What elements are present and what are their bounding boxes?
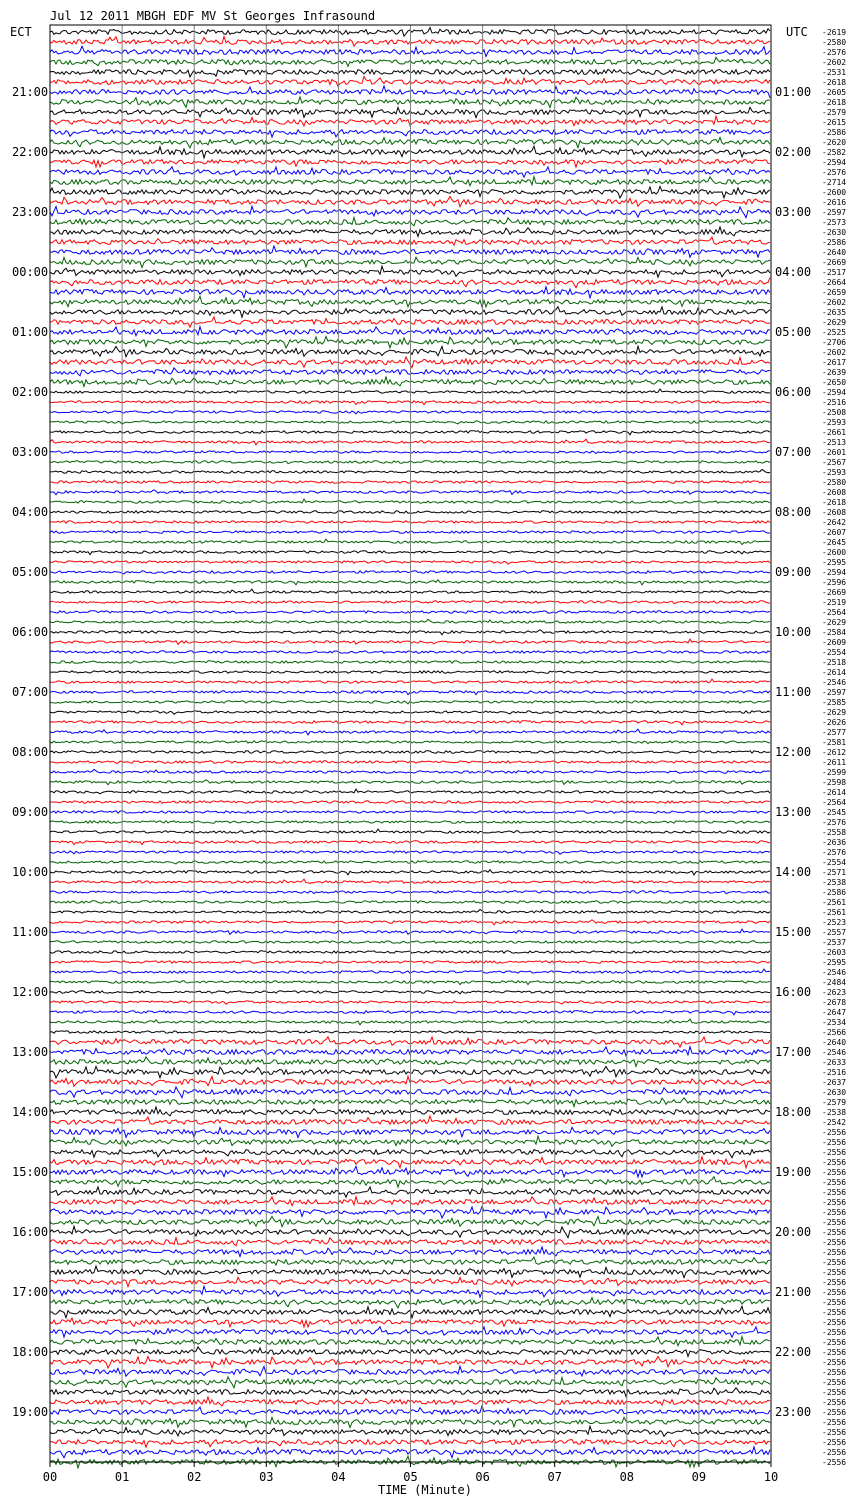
line-offset-label: -2556 [822, 1128, 847, 1137]
line-offset-label: -2614 [822, 668, 847, 677]
line-offset-label: -2593 [822, 468, 847, 477]
line-offset-label: -2586 [822, 888, 847, 897]
line-offset-label: -2576 [822, 848, 847, 857]
line-offset-label: -2556 [822, 1408, 847, 1417]
right-hour-label: 04:00 [775, 265, 812, 279]
line-offset-label: -2573 [822, 218, 847, 227]
line-offset-label: -2618 [822, 498, 847, 507]
line-offset-label: -2556 [822, 1398, 847, 1407]
line-offset-label: -2556 [822, 1428, 847, 1437]
left-hour-label: 09:00 [12, 805, 49, 819]
right-hour-label: 19:00 [775, 1165, 812, 1179]
line-offset-label: -2642 [822, 518, 847, 527]
right-hour-label: 15:00 [775, 925, 812, 939]
line-offset-label: -2576 [822, 48, 847, 57]
x-tick-label: 05 [403, 1470, 418, 1484]
line-offset-label: -2567 [822, 458, 847, 467]
x-tick-label: 00 [42, 1470, 58, 1484]
plot-title: Jul 12 2011 MBGH EDF MV St Georges Infrasound [50, 9, 376, 23]
left-hour-label: 08:00 [12, 745, 49, 759]
left-hour-label: 12:00 [12, 985, 49, 999]
line-offset-label: -2576 [822, 168, 847, 177]
right-hour-label: 08:00 [775, 505, 812, 519]
line-offset-label: -2561 [822, 908, 847, 917]
line-offset-label: -2577 [822, 728, 847, 737]
line-offset-label: -2586 [822, 238, 847, 247]
line-offset-label: -2630 [822, 1088, 847, 1097]
line-offset-label: -2516 [822, 1068, 847, 1077]
line-offset-label: -2706 [822, 338, 847, 347]
x-tick-label: 09 [691, 1470, 707, 1484]
left-hour-label: 11:00 [12, 925, 49, 939]
left-hour-label: 10:00 [12, 865, 49, 879]
line-offset-label: -2519 [822, 598, 847, 607]
right-hour-label: 16:00 [775, 985, 812, 999]
right-hour-labels [775, 85, 811, 1419]
x-tick-label: 06 [475, 1470, 490, 1484]
line-offset-label: -2556 [822, 1158, 847, 1167]
line-offset-label: -2556 [822, 1348, 847, 1357]
line-offset-label: -2637 [822, 1078, 847, 1087]
left-hour-labels [12, 85, 48, 1419]
line-offset-label: -2616 [822, 198, 847, 207]
x-tick-label: 04 [331, 1470, 346, 1484]
line-offset-label: -2659 [822, 288, 847, 297]
line-offset-label: -2557 [822, 928, 847, 937]
line-offset-label: -2538 [822, 878, 847, 887]
line-offset-label: -2629 [822, 318, 847, 327]
x-tick-label: 07 [547, 1470, 562, 1484]
line-offset-label: -2640 [822, 1038, 847, 1047]
line-offset-label: -2531 [822, 68, 847, 77]
right-hour-label: 05:00 [775, 325, 812, 339]
line-offset-label: -2582 [822, 148, 847, 157]
line-offset-label: -2617 [822, 358, 847, 367]
line-offset-label: -2669 [822, 588, 847, 597]
line-offset-label: -2608 [822, 508, 847, 517]
line-offset-label: -2593 [822, 418, 847, 427]
left-hour-label: 15:00 [12, 1165, 49, 1179]
left-hour-label: 00:00 [12, 265, 49, 279]
line-offset-label: -2571 [822, 868, 847, 877]
line-offset-label: -2678 [822, 998, 847, 1007]
line-offset-label: -2484 [822, 978, 847, 987]
line-offset-label: -2556 [822, 1248, 847, 1257]
right-hour-label: 02:00 [775, 145, 812, 159]
line-offset-label: -2669 [822, 258, 847, 267]
line-offset-label: -2554 [822, 648, 847, 657]
line-offset-label: -2523 [822, 918, 847, 927]
line-offset-label: -2600 [822, 548, 847, 557]
line-offset-label: -2598 [822, 778, 847, 787]
line-offset-label: -2556 [822, 1258, 847, 1267]
line-offset-label: -2601 [822, 448, 847, 457]
line-offset-label: -2556 [822, 1268, 847, 1277]
right-hour-label: 12:00 [775, 745, 812, 759]
line-offset-label: -2664 [822, 278, 847, 287]
right-hour-label: 09:00 [775, 565, 812, 579]
line-offset-label: -2635 [822, 308, 847, 317]
line-offset-label: -2594 [822, 388, 847, 397]
line-offset-label: -2556 [822, 1328, 847, 1337]
line-offset-label: -2586 [822, 128, 847, 137]
line-offset-label: -2595 [822, 558, 847, 567]
line-offset-label: -2602 [822, 348, 847, 357]
right-hour-label: 03:00 [775, 205, 812, 219]
line-offset-label: -2597 [822, 688, 847, 697]
right-hour-label: 11:00 [775, 685, 812, 699]
line-offset-label: -2605 [822, 88, 847, 97]
line-offset-label: -2517 [822, 268, 847, 277]
line-offset-label: -2542 [822, 1118, 847, 1127]
line-offset-label: -2629 [822, 708, 847, 717]
line-offset-label: -2556 [822, 1188, 847, 1197]
line-offset-label: -2594 [822, 568, 847, 577]
left-hour-label: 17:00 [12, 1285, 49, 1299]
line-offset-label: -2508 [822, 408, 847, 417]
left-hour-label: 02:00 [12, 385, 49, 399]
line-offset-label: -2580 [822, 38, 847, 47]
left-hour-label: 21:00 [12, 85, 49, 99]
line-offset-label: -2650 [822, 378, 847, 387]
line-offset-label: -2513 [822, 438, 847, 447]
line-offset-label: -2556 [822, 1198, 847, 1207]
line-offset-label: -2556 [822, 1138, 847, 1147]
line-offset-label: -2623 [822, 988, 847, 997]
line-offset-label: -2561 [822, 898, 847, 907]
line-offset-label: -2612 [822, 748, 847, 757]
line-offset-label: -2580 [822, 478, 847, 487]
line-offset-label: -2534 [822, 1018, 847, 1027]
left-hour-label: 23:00 [12, 205, 49, 219]
line-offset-label: -2602 [822, 58, 847, 67]
left-hour-label: 22:00 [12, 145, 49, 159]
line-offset-label: -2556 [822, 1308, 847, 1317]
line-offset-label: -2585 [822, 698, 847, 707]
line-offset-label: -2518 [822, 658, 847, 667]
left-hour-label: 01:00 [12, 325, 49, 339]
right-hour-label: 07:00 [775, 445, 812, 459]
line-offset-labels [822, 28, 846, 1467]
line-offset-label: -2619 [822, 28, 847, 37]
line-offset-label: -2599 [822, 768, 847, 777]
line-offset-label: -2516 [822, 398, 847, 407]
line-offset-label: -2611 [822, 758, 847, 767]
line-offset-label: -2556 [822, 1238, 847, 1247]
right-hour-label: 17:00 [775, 1045, 812, 1059]
line-offset-label: -2608 [822, 488, 847, 497]
x-tick-label: 10 [763, 1470, 779, 1484]
x-tick-label: 08 [619, 1470, 635, 1484]
line-offset-label: -2556 [822, 1358, 847, 1367]
line-offset-label: -2714 [822, 178, 847, 187]
line-offset-label: -2597 [822, 208, 847, 217]
line-offset-label: -2600 [822, 188, 847, 197]
x-axis-ticks [43, 1462, 778, 1484]
line-offset-label: -2609 [822, 638, 847, 647]
left-hour-label: 18:00 [12, 1345, 49, 1359]
right-hour-label: 22:00 [775, 1345, 812, 1359]
line-offset-label: -2546 [822, 1048, 847, 1057]
line-offset-label: -2661 [822, 428, 847, 437]
line-offset-label: -2607 [822, 528, 847, 537]
left-hour-label: 07:00 [12, 685, 49, 699]
line-offset-label: -2596 [822, 578, 847, 587]
line-offset-label: -2525 [822, 328, 847, 337]
right-hour-label: 20:00 [775, 1225, 812, 1239]
line-offset-label: -2645 [822, 538, 847, 547]
line-offset-label: -2564 [822, 798, 847, 807]
line-offset-label: -2595 [822, 958, 847, 967]
line-offset-label: -2556 [822, 1448, 847, 1457]
line-offset-label: -2546 [822, 968, 847, 977]
line-offset-label: -2556 [822, 1228, 847, 1237]
line-offset-label: -2556 [822, 1168, 847, 1177]
line-offset-label: -2556 [822, 1178, 847, 1187]
left-hour-label: 04:00 [12, 505, 49, 519]
left-hour-label: 06:00 [12, 625, 49, 639]
left-hour-label: 13:00 [12, 1045, 49, 1059]
line-offset-label: -2630 [822, 228, 847, 237]
line-offset-label: -2584 [822, 628, 847, 637]
line-offset-label: -2556 [822, 1148, 847, 1157]
line-offset-label: -2538 [822, 1108, 847, 1117]
left-hour-label: 16:00 [12, 1225, 49, 1239]
line-offset-label: -2556 [822, 1458, 847, 1467]
line-offset-label: -2556 [822, 1418, 847, 1427]
line-offset-label: -2576 [822, 818, 847, 827]
right-hour-label: 21:00 [775, 1285, 812, 1299]
left-hour-label: 19:00 [12, 1405, 49, 1419]
line-offset-label: -2554 [822, 858, 847, 867]
x-tick-label: 01 [114, 1470, 130, 1484]
left-timezone-label: ECT [10, 25, 32, 39]
line-offset-label: -2546 [822, 678, 847, 687]
right-hour-label: 06:00 [775, 385, 812, 399]
right-hour-label: 10:00 [775, 625, 812, 639]
right-hour-label: 23:00 [775, 1405, 812, 1419]
line-offset-label: -2556 [822, 1368, 847, 1377]
line-offset-label: -2556 [822, 1288, 847, 1297]
right-hour-label: 01:00 [775, 85, 812, 99]
left-hour-label: 14:00 [12, 1105, 49, 1119]
line-offset-label: -2564 [822, 608, 847, 617]
right-hour-label: 13:00 [775, 805, 812, 819]
left-hour-label: 05:00 [12, 565, 49, 579]
line-offset-label: -2556 [822, 1378, 847, 1387]
line-offset-label: -2556 [822, 1338, 847, 1347]
x-tick-label: 02 [186, 1470, 202, 1484]
line-offset-label: -2603 [822, 948, 847, 957]
line-offset-label: -2640 [822, 248, 847, 257]
line-offset-label: -2579 [822, 108, 847, 117]
right-timezone-label: UTC [786, 25, 808, 39]
line-offset-label: -2581 [822, 738, 847, 747]
line-offset-label: -2618 [822, 78, 847, 87]
left-hour-label: 03:00 [12, 445, 49, 459]
x-tick-label: 03 [259, 1470, 274, 1484]
line-offset-label: -2615 [822, 118, 847, 127]
line-offset-label: -2629 [822, 618, 847, 627]
x-axis-label: TIME (Minute) [378, 1483, 472, 1497]
line-offset-label: -2556 [822, 1278, 847, 1287]
line-offset-label: -2556 [822, 1438, 847, 1447]
line-offset-label: -2556 [822, 1298, 847, 1307]
line-offset-label: -2594 [822, 158, 847, 167]
line-offset-label: -2545 [822, 808, 847, 817]
line-offset-label: -2602 [822, 298, 847, 307]
line-offset-label: -2579 [822, 1098, 847, 1107]
line-offset-label: -2566 [822, 1028, 847, 1037]
line-offset-label: -2556 [822, 1218, 847, 1227]
line-offset-label: -2618 [822, 98, 847, 107]
line-offset-label: -2633 [822, 1058, 847, 1067]
line-offset-label: -2636 [822, 838, 847, 847]
line-offset-label: -2626 [822, 718, 847, 727]
line-offset-label: -2614 [822, 788, 847, 797]
line-offset-label: -2556 [822, 1318, 847, 1327]
right-hour-label: 18:00 [775, 1105, 812, 1119]
line-offset-label: -2620 [822, 138, 847, 147]
line-offset-label: -2537 [822, 938, 847, 947]
line-offset-label: -2556 [822, 1388, 847, 1397]
line-offset-label: -2639 [822, 368, 847, 377]
line-offset-label: -2558 [822, 828, 847, 837]
line-offset-label: -2647 [822, 1008, 847, 1017]
line-offset-label: -2556 [822, 1208, 847, 1217]
right-hour-label: 14:00 [775, 865, 812, 879]
